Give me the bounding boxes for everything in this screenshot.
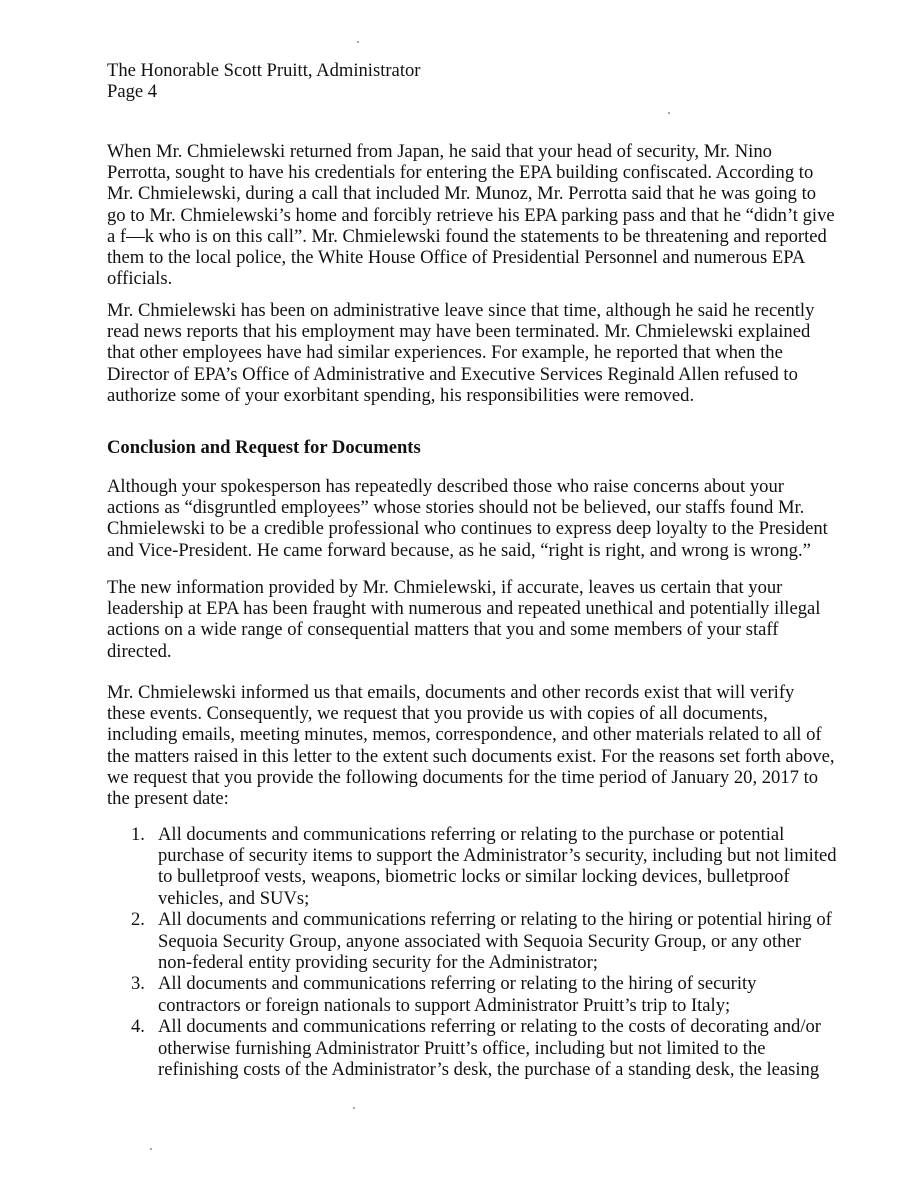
list-item-number: 3. — [131, 973, 145, 995]
page-number: Page 4 — [107, 81, 158, 103]
list-item-number: 2. — [131, 909, 145, 931]
paragraph-document-request: Mr. Chmielewski informed us that emails, documents and other records exist that will verify these events. Consequently, we request that you provide us with copies of all documents, including emails, meeting minutes, memos, correspondence, and other materials related to all of the matters raised in this letter to the extent such documents exist. For the reasons set forth above, we request that you provide the following documents for the time period of January 20, 2017 to the present date: — [107, 682, 835, 810]
scan-speck — [668, 112, 670, 114]
list-item-number: 4. — [131, 1016, 145, 1038]
list-item-text: All documents and communications referring or relating to the purchase or potential purchase of security items to support the Administrator’s security, including but not limited to bulletproof vests, weapons, biometric locks or similar locking devices, bulletproof vehicles, and SUVs; — [158, 824, 837, 909]
paragraph-new-information: The new information provided by Mr. Chmielewski, if accurate, leaves us certain that your leadership at EPA has been fraught with numerous and repeated unethical and potentially illegal actions on a wide range of consequential matters that you and some members of your staff directed. — [107, 577, 821, 662]
section-heading: Conclusion and Request for Documents — [107, 437, 421, 458]
document-request-list — [107, 824, 837, 1080]
addressee-line: The Honorable Scott Pruitt, Administrator — [107, 60, 421, 81]
list-item-text: All documents and communications referring or relating to the hiring or potential hiring of Sequoia Security Group, anyone associated with Sequoia Security Group, or any other non-federal entity providing security for the Administrator; — [158, 909, 832, 973]
list-item — [107, 1016, 837, 1080]
scan-speck — [150, 1148, 152, 1150]
list-item-number: 1. — [131, 824, 145, 845]
list-item — [107, 824, 837, 909]
list-item-text: All documents and communications referring or relating to the costs of decorating and/or otherwise furnishing Administrator Pruitt’s office, including but not limited to the refinishing costs of the Administrator’s desk, the purchase of a standing desk, the leasing — [158, 1016, 821, 1080]
scan-speck — [357, 41, 359, 43]
list-item — [107, 909, 837, 973]
letterhead — [107, 60, 837, 102]
paragraph-chmielewski-return: When Mr. Chmielewski returned from Japan, he said that your head of security, Mr. Nino Perrotta, sought to have his credentials for entering the EPA building confiscated. According to Mr. Chmielewski, during a call that included Mr. Munoz, Mr. Perrotta said that he was going to go to Mr. Chmielewski’s home and forcibly retrieve his EPA parking pass and that he “didn’t give a f—k who is on this call”. Mr. Chmielewski found the statements to be threatening and reported them to the local police, the White House Office of Presidential Personnel and numerous EPA officials. — [107, 141, 835, 290]
paragraph-credibility: Although your spokesperson has repeatedly described those who raise concerns about your actions as “disgruntled employees” whose stories should not be believed, our staffs found Mr. Chmielewski to be a credible professional who continues to express deep loyalty to the President and Vice-President. He came forward because, as he said, “right is right, and wrong is wrong.” — [107, 476, 828, 561]
scan-speck — [353, 1107, 355, 1109]
list-item-text: All documents and communications referring or relating to the hiring of security contractors or foreign nationals to support Administrator Pruitt’s trip to Italy; — [158, 973, 757, 1016]
paragraph-administrative-leave: Mr. Chmielewski has been on administrative leave since that time, although he said he recently read news reports that his employment may have been terminated. Mr. Chmielewski explained that other employees have had similar experiences. For example, he reported that when the Director of EPA’s Office of Administrative and Executive Services Reginald Allen refused to authorize some of your exorbitant spending, his responsibilities were removed. — [107, 300, 815, 406]
list-item — [107, 973, 837, 1015]
